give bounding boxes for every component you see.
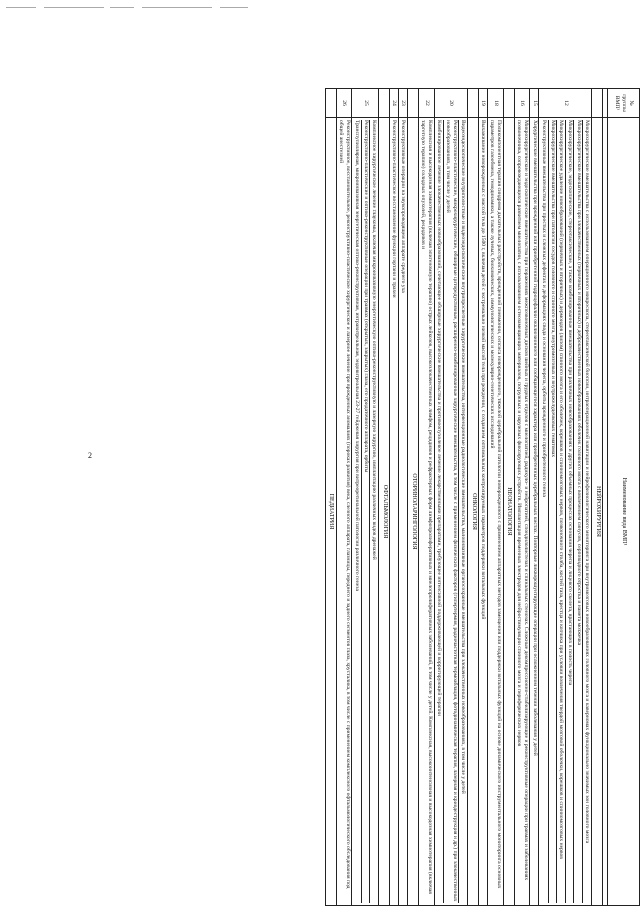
list-item: Реконструктивно-пластические, микрохирургические, обширные циторедуктивные, расширенно-комбинированные хирургические вмешательства, в том числе с применением физических факторов (гипертермия, радиочастотная термоаблация, фотодинамическая терапия, лазерная и криодеструкция и др.) при злокачественных новообразованиях, в том числе у детей <box>443 120 458 903</box>
page-number: 2 <box>88 451 92 460</box>
group-description <box>434 118 468 906</box>
group-description: Реконструктивное, восстановительное, реконструктивно-пластическое хирургическое и лазерное лечение при врожденных аномалиях (пороках развития) века, слезного аппарата, глазницы, переднего и заднего сегментов глаза, хрусталика, в том числе с применением комплексного офтальмологического обследования под общей анестезией <box>336 118 352 906</box>
group-description: Хирургические вмешательства при врожденной или приобретенной гидроцефалии окклюзионного или сообщающегося характера или приобретенных церебральных кистах. Повторные ликворошунтирующие операции при осложненном течении заболевания у детей <box>530 118 539 906</box>
list-item: Микрохирургические вмешательства с использованием операционного микроскопа, стереотаксической биопсии, интраоперационной навигации и нейрофизиологического мониторинга при внутримозговых новообразованиях головного мозга и каверномах функционально значимых зон головного мозга <box>582 120 591 903</box>
table-row <box>352 89 379 906</box>
section-title: ОФТАЛЬМОЛОГИЯ <box>379 118 390 906</box>
section-row-neurosurgery <box>592 89 603 906</box>
list-item: Транспупиллярная, микроинвазивная энергетическая оптико-реконструктивная, интравитреальная, эндовитреальная 23-27 гейджевая хирургия при витреоретинальной патологии различного генеза <box>354 120 361 591</box>
group-description <box>539 118 592 906</box>
group-description: Реконструктивные операции на звукопроводящем аппарате среднего уха <box>399 118 408 906</box>
table-row <box>434 89 468 906</box>
group-description: Реконструктивно-пластическое восстановление функции гортани и трахеи <box>390 118 399 906</box>
list-item: Видеоэндоскопические внутриполостные и видеоэндоскопические внутрипросветные хирургические вмешательства, интервенционные радиологические вмешательства, малоинвазивные органосохранные вмешательства при злокачественных новообразованиях, в том числе у детей <box>458 120 467 903</box>
section-row-oncology <box>468 89 479 906</box>
group-description: Поликомпонентная терапия синдрома дыхательных расстройств, врожденной пневмонии, сепсиса новорожденного, тяжелой церебральной патологии новорожденного с применением аппаратных методов замещения или поддержки витальных функций на основе динамического инструментального мониторинга основных параметров газообмена, гемодинамики, а также лучевых, биохимических, иммунологических и молекулярно-генетических исследований <box>488 118 504 906</box>
table-row <box>479 89 488 906</box>
group-description: Выхаживание новорожденных с массой тела до 1500 г, включая детей с экстремально низкой массой тела при рождении, с созданием оптимальных контролируемых параметров поддержки витальных функций <box>479 118 488 906</box>
group-number: 12 <box>539 89 592 118</box>
group-number: 26 <box>336 89 352 118</box>
group-number: 18 <box>488 89 504 118</box>
vmp-groups-table <box>325 88 640 906</box>
list-item: Микрохирургические, эндоскопические, стереотаксические, а также комбинированные вмешательства при различных новообразованиях и других объемных процессах основания черепа и лицевого скелета, врастающих в полость черепа <box>565 120 574 903</box>
table-header-row <box>607 89 639 906</box>
list-item: Микрохирургическое удаление новообразований (первичных и вторичных) и дермоидов (липом) спинного мозга и его оболочек, корешков и спинномозговых нервов, позвоночного столба, костей таза, крестца и копчика при условии вовлечения твердой мозговой оболочки, корешков и спинномозговых нервов <box>556 120 565 903</box>
group-number: 15 <box>530 89 539 118</box>
table-row <box>530 89 539 906</box>
list-item: Реконструктивные вмешательства при простых и сложных дефектах и деформациях свода и основания черепа, орбиты врожденного и приобретенного генеза <box>541 120 548 497</box>
group-number: 20 <box>434 89 468 118</box>
section-row-pediatrics <box>325 89 336 906</box>
group-description: Микрохирургические и эндоскопические вмешательства при поражениях межпозвоночных дисков шейных и грудных отделов с миелопатией, радикуло- и нейропатией, спондилолистезах и спинальных стенозах. Сложные декомпрессионно-стабилизирующие и реконструктивные операции при травмах и заболеваниях позвоночника, сопровождающихся развитием миелопатии, с использованием остеозамещающих материалов, погружных и наружных фиксирующих устройств. Имплантация временных электродов для нейростимуляции спинного мозга и периферических нервов <box>514 118 530 906</box>
table-row <box>514 89 530 906</box>
list-item: Комплексное хирургическое лечение глаукомы, включая микроинвазивную энергетическую оптико-реконструктивную и лазерную хирургию, имплантацию различных видов дренажей <box>369 120 378 903</box>
table-row <box>399 89 408 906</box>
table-row <box>418 89 434 906</box>
rotated-page-content <box>110 88 640 906</box>
table-row <box>539 89 592 906</box>
list-item: Комбинированное лечение злокачественных новообразований, сочетающее обширные хирургические вмешательства и противоопухолевое лечение лекарственными препаратами, требующее интенсивной поддерживающей и корригирующей терапии <box>436 120 443 716</box>
group-number-header: № группы ВМП¹ <box>607 89 639 118</box>
list-item: Микрохирургические вмешательства при злокачественных (первичных и вторичных) и доброкачественных новообразованиях оболочек головного мозга с вовлечением синусов, серповидного отростка и намета мозжечка <box>573 120 582 903</box>
group-description: Комплексная и высокодозная химиотерапия (включая эпигеномную терапию) острых лейкозов, высокозлокачественных лимфом, рецидивов и рефрактерных форм лимфопролиферативных и миелопролиферативных заболеваний, в том числе у детей. Комплексная, высокоинтенсивная и высокодозная химиотерапия (включая таргетную терапию) солидных опухолей, рецидивов и <box>418 118 434 906</box>
table-row <box>488 89 504 906</box>
section-title: НЕОНАТОЛОГИЯ <box>503 118 514 906</box>
group-number: 22 <box>418 89 434 118</box>
group-number: 16 <box>514 89 530 118</box>
table-row <box>336 89 352 906</box>
group-number: 25 <box>352 89 379 118</box>
group-number: 19 <box>479 89 488 118</box>
header-subrow <box>602 89 607 906</box>
scan-artifact-line <box>0 4 260 14</box>
section-title: ОНКОЛОГИЯ <box>468 118 479 906</box>
section-row-otorhinolaryngology <box>408 89 419 906</box>
vmp-name-header: Наименование вида ВМП¹ <box>607 118 639 906</box>
table-row <box>390 89 399 906</box>
section-title: НЕЙРОХИРУРГИЯ <box>592 118 603 906</box>
section-row-ophthalmology <box>379 89 390 906</box>
group-number: 23 <box>399 89 408 118</box>
section-title: ПЕДИАТРИЯ <box>325 118 336 906</box>
group-description <box>352 118 379 906</box>
section-title: ОТОРИНОЛАРИНГОЛОГИЯ <box>408 118 419 906</box>
section-row-neonatology <box>503 89 514 906</box>
group-number: 24 <box>390 89 399 118</box>
list-item: Реконструктивно-пластические и оптико-реконструктивные операции при травмах (открытых, закрытых) глаза, его придаточного аппарата, орбиты <box>361 120 370 903</box>
list-item: Микрохирургические вмешательства при патологии сосудов головного и спинного мозга, внутримозговых и внутрижелудочковых гематомах <box>548 120 557 903</box>
